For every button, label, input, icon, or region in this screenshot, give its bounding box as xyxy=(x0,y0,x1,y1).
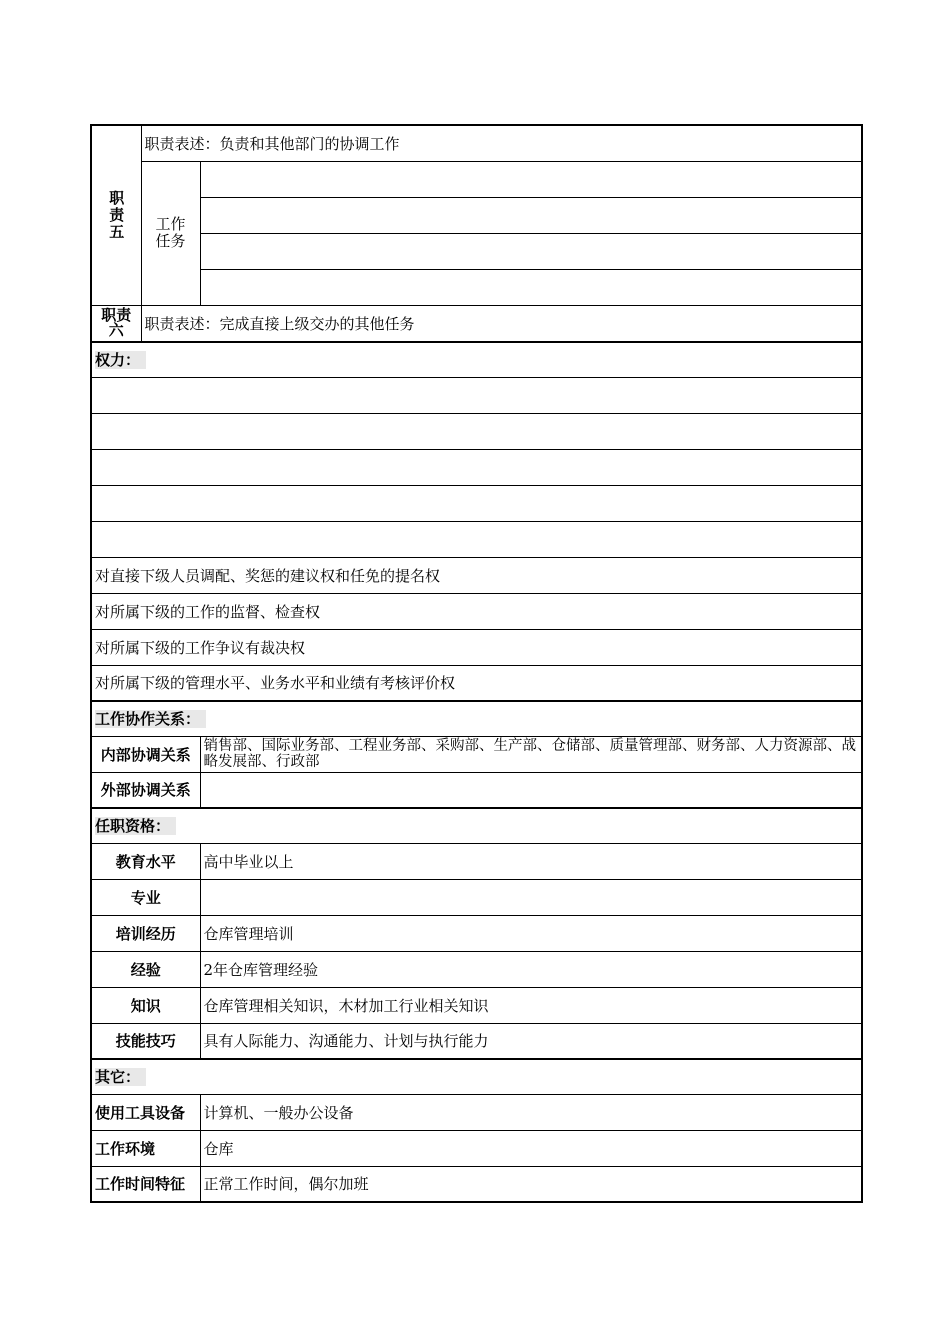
authority-blank-row xyxy=(91,485,862,521)
authority-blank-row xyxy=(91,449,862,485)
duty6-label: 职责六 xyxy=(91,305,141,342)
qualification-label: 专业 xyxy=(91,879,200,915)
authority-item-row xyxy=(91,593,862,629)
authority-blank-1 xyxy=(91,377,862,413)
qualification-label: 教育水平 xyxy=(91,843,200,879)
other-row xyxy=(91,1166,862,1202)
qualification-value: 2年仓库管理经验 xyxy=(200,951,862,987)
qualifications-header-row xyxy=(91,808,862,843)
other-header: 其它： xyxy=(91,1059,862,1094)
duty5-task-4 xyxy=(200,269,862,305)
duty5-task-label: 工作任务 xyxy=(141,161,200,305)
authority-header: 权力： xyxy=(91,342,862,377)
duty5-task-row xyxy=(91,161,862,197)
duty5-task-3 xyxy=(200,233,862,269)
authority-header-row xyxy=(91,342,862,377)
internal-coordination-label: 内部协调关系 xyxy=(91,736,200,772)
duty5-description: 职责表述：负责和其他部门的协调工作 xyxy=(141,125,862,161)
qualification-label: 经验 xyxy=(91,951,200,987)
authority-blank-row xyxy=(91,521,862,557)
cooperation-external-row xyxy=(91,772,862,808)
authority-blank-5 xyxy=(91,521,862,557)
qualification-value xyxy=(200,879,862,915)
other-value: 仓库 xyxy=(200,1130,862,1166)
duty5-task-row xyxy=(91,233,862,269)
duty6-row xyxy=(91,305,862,342)
authority-blank-3 xyxy=(91,449,862,485)
qualification-value: 仓库管理培训 xyxy=(200,915,862,951)
duty6-description: 职责表述：完成直接上级交办的其他任务 xyxy=(141,305,862,342)
qualification-row xyxy=(91,1023,862,1059)
external-coordination-value xyxy=(200,772,862,808)
authority-item-2: 对所属下级的工作的监督、检查权 xyxy=(91,593,862,629)
internal-coordination-value: 销售部、国际业务部、工程业务部、采购部、生产部、仓储部、质量管理部、财务部、人力资源部、战略发展部、行政部 xyxy=(200,736,862,772)
authority-item-4: 对所属下级的管理水平、业务水平和业绩有考核评价权 xyxy=(91,665,862,701)
authority-blank-2 xyxy=(91,413,862,449)
other-label: 工作时间特征 xyxy=(91,1166,200,1202)
duty5-description-row xyxy=(91,125,862,161)
qualification-label: 知识 xyxy=(91,987,200,1023)
qualification-row xyxy=(91,879,862,915)
qualification-row xyxy=(91,843,862,879)
qualification-value: 具有人际能力、沟通能力、计划与执行能力 xyxy=(200,1023,862,1059)
authority-item-row xyxy=(91,557,862,593)
qualification-row xyxy=(91,987,862,1023)
authority-item-row xyxy=(91,629,862,665)
job-description-table xyxy=(90,124,863,1203)
qualification-row xyxy=(91,915,862,951)
duty5-task-2 xyxy=(200,197,862,233)
authority-blank-row xyxy=(91,413,862,449)
qualification-label: 技能技巧 xyxy=(91,1023,200,1059)
authority-item-1: 对直接下级人员调配、奖惩的建议权和任免的提名权 xyxy=(91,557,862,593)
other-value: 正常工作时间，偶尔加班 xyxy=(200,1166,862,1202)
authority-blank-row xyxy=(91,377,862,413)
qualification-value: 高中毕业以上 xyxy=(200,843,862,879)
qualification-value: 仓库管理相关知识，木材加工行业相关知识 xyxy=(200,987,862,1023)
duty5-label: 职责五 xyxy=(91,125,141,305)
qualification-label: 培训经历 xyxy=(91,915,200,951)
authority-item-row xyxy=(91,665,862,701)
cooperation-header-row xyxy=(91,701,862,736)
other-row xyxy=(91,1094,862,1130)
authority-item-3: 对所属下级的工作争议有裁决权 xyxy=(91,629,862,665)
other-label: 工作环境 xyxy=(91,1130,200,1166)
cooperation-internal-row xyxy=(91,736,862,772)
duty5-task-1 xyxy=(200,161,862,197)
duty5-task-row xyxy=(91,197,862,233)
qualifications-header: 任职资格： xyxy=(91,808,862,843)
other-row xyxy=(91,1130,862,1166)
duty5-task-row xyxy=(91,269,862,305)
authority-blank-4 xyxy=(91,485,862,521)
job-description-sheet xyxy=(90,124,861,1203)
other-label: 使用工具设备 xyxy=(91,1094,200,1130)
cooperation-header: 工作协作关系： xyxy=(91,701,862,736)
qualification-row xyxy=(91,951,862,987)
external-coordination-label: 外部协调关系 xyxy=(91,772,200,808)
other-header-row xyxy=(91,1059,862,1094)
other-value: 计算机、一般办公设备 xyxy=(200,1094,862,1130)
